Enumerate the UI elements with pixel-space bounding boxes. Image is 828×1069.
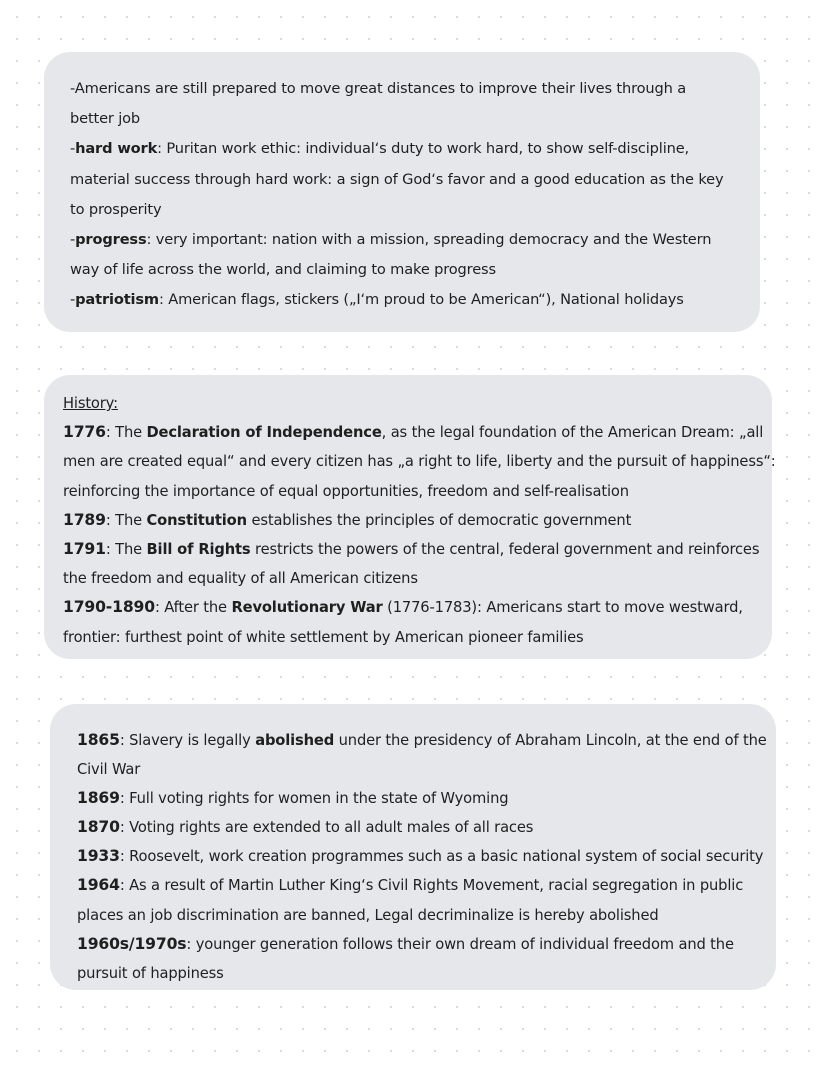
keyword: Bill of Rights bbox=[146, 541, 251, 559]
text-segment: men are created equal“ and every citizen has „a right to life, liberty and the pursuit of happiness“: bbox=[63, 453, 776, 471]
values-lines bbox=[70, 74, 740, 316]
later-history-lines bbox=[77, 726, 767, 988]
year-label: 1869 bbox=[77, 789, 120, 808]
text-segment: : American flags, stickers („I‘m proud to be American“), National holidays bbox=[159, 291, 684, 309]
keyword: hard work bbox=[75, 140, 158, 158]
text-line bbox=[77, 871, 758, 900]
keyword: Constitution bbox=[146, 511, 247, 529]
keyword: Revolutionary War bbox=[231, 599, 383, 617]
keyword: abolished bbox=[255, 732, 335, 749]
text-segment: restricts the powers of the central, federal government and reinforces bbox=[250, 541, 760, 559]
text-line bbox=[70, 285, 740, 315]
keyword: progress bbox=[75, 231, 147, 249]
text-line bbox=[63, 623, 754, 652]
year-label: 1964 bbox=[77, 876, 120, 895]
text-segment: Civil War bbox=[77, 761, 141, 779]
text-line bbox=[70, 255, 740, 285]
text-line bbox=[77, 842, 764, 871]
year-label: 1789 bbox=[63, 510, 106, 529]
text-segment: material success through hard work: a sign of God‘s favor and a good education as the key bbox=[70, 170, 724, 188]
text-line bbox=[70, 104, 740, 134]
history-heading: History: bbox=[63, 395, 118, 412]
text-segment: - bbox=[70, 291, 76, 309]
year-label: 1865 bbox=[77, 731, 120, 749]
text-segment: : Puritan work ethic: individual‘s duty to work hard, to show self-discipline, bbox=[157, 140, 690, 158]
text-line bbox=[70, 74, 740, 104]
text-segment: , as the legal foundation of the American Dream: „all bbox=[381, 424, 764, 442]
text-segment: -Americans are still prepared to move great distances to improve their lives through a bbox=[70, 80, 687, 97]
text-line bbox=[77, 901, 758, 930]
text-segment: the freedom and equality of all American citizens bbox=[63, 570, 418, 588]
text-segment: - bbox=[70, 140, 76, 158]
text-line bbox=[63, 506, 754, 535]
text-segment: : The bbox=[105, 511, 147, 529]
text-segment: : younger generation follows their own dream of individual freedom and the bbox=[186, 935, 734, 953]
text-segment: : The bbox=[105, 541, 147, 559]
text-segment: (1776-1783): Americans start to move westward, bbox=[382, 599, 743, 617]
text-line bbox=[77, 930, 758, 959]
text-segment: establishes the principles of democratic government bbox=[246, 511, 632, 529]
text-line bbox=[63, 593, 754, 622]
text-line bbox=[77, 755, 758, 784]
values-note-card bbox=[44, 52, 760, 332]
text-line bbox=[63, 535, 760, 564]
year-label: 1870 bbox=[77, 818, 120, 837]
text-line bbox=[77, 813, 758, 842]
text-segment: under the presidency of Abraham Lincoln, at the end of the bbox=[334, 732, 767, 749]
year-label: 1790-1890 bbox=[63, 598, 155, 617]
history-note-card bbox=[44, 375, 776, 659]
text-line bbox=[63, 418, 764, 447]
year-label: 1776 bbox=[63, 423, 106, 442]
keyword: Declaration of Independence bbox=[146, 424, 382, 442]
year-label: 1791 bbox=[63, 540, 106, 559]
text-line bbox=[63, 477, 754, 506]
text-segment: pursuit of happiness bbox=[77, 964, 224, 982]
text-line bbox=[63, 564, 754, 593]
keyword: patriotism bbox=[75, 291, 159, 309]
year-label: 1933 bbox=[77, 847, 120, 866]
text-line bbox=[77, 959, 758, 988]
text-line bbox=[70, 165, 740, 195]
text-segment: way of life across the world, and claiming to make progress bbox=[70, 261, 496, 279]
text-segment: : very important: nation with a mission, spreading democracy and the Western bbox=[146, 231, 712, 249]
text-line bbox=[77, 726, 767, 755]
later-history-note-card bbox=[50, 704, 776, 990]
text-segment: better job bbox=[70, 110, 141, 128]
text-line bbox=[77, 784, 758, 813]
history-lines bbox=[63, 418, 776, 652]
text-segment: - bbox=[70, 231, 76, 249]
text-segment: to prosperity bbox=[70, 200, 162, 218]
text-segment: : Voting rights are extended to all adult males of all races bbox=[119, 819, 534, 837]
text-segment: reinforcing the importance of equal opportunities, freedom and self-realisation bbox=[63, 482, 629, 500]
text-segment: frontier: furthest point of white settlement by American pioneer families bbox=[63, 628, 584, 646]
year-label: 1960s/1970s bbox=[77, 934, 187, 953]
text-line bbox=[63, 447, 776, 476]
text-segment: : The bbox=[105, 424, 147, 442]
text-line bbox=[70, 195, 740, 225]
text-segment: : As a result of Martin Luther King‘s Civil Rights Movement, racial segregation in public bbox=[119, 877, 744, 895]
text-segment: places an job discrimination are banned, Legal decriminalize is hereby abolished bbox=[77, 906, 659, 924]
text-segment: : Roosevelt, work creation programmes such as a basic national system of social security bbox=[119, 848, 764, 866]
text-segment: : Slavery is legally bbox=[119, 732, 256, 749]
text-segment: : Full voting rights for women in the state of Wyoming bbox=[119, 790, 509, 808]
text-line bbox=[70, 225, 740, 255]
text-line bbox=[70, 134, 740, 164]
text-segment: : After the bbox=[154, 599, 232, 617]
